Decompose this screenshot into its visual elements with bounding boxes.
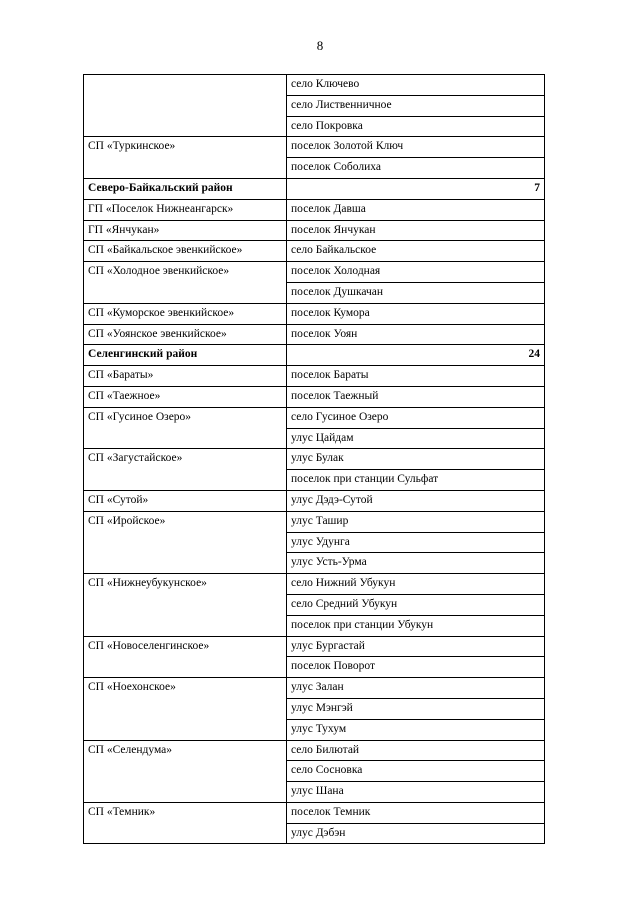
page-number: 8 bbox=[316, 38, 324, 53]
table-row bbox=[84, 199, 545, 220]
settlement-cell: поселок Уоян bbox=[287, 324, 545, 345]
settlement-cell: село Покровка bbox=[287, 116, 545, 137]
settlement-cell: поселок Темник bbox=[287, 802, 545, 823]
settlement-cell: поселок Холодная bbox=[287, 262, 545, 283]
municipality-cell: СП «Загустайское» bbox=[84, 449, 287, 491]
municipality-cell: СП «Уоянское эвенкийское» bbox=[84, 324, 287, 345]
settlement-cell: поселок Поворот bbox=[287, 657, 545, 678]
municipality-cell: СП «Нижнеубукунское» bbox=[84, 574, 287, 636]
municipality-cell: СП «Таежное» bbox=[84, 386, 287, 407]
settlement-cell: село Средний Убукун bbox=[287, 594, 545, 615]
settlement-cell: село Сосновка bbox=[287, 761, 545, 782]
table-row bbox=[84, 241, 545, 262]
table-row bbox=[84, 303, 545, 324]
settlement-cell: улус Ташир bbox=[287, 511, 545, 532]
settlement-cell: поселок при станции Убукун bbox=[287, 615, 545, 636]
table-row bbox=[84, 75, 545, 96]
settlement-cell: село Нижний Убукун bbox=[287, 574, 545, 595]
table-row bbox=[84, 366, 545, 387]
table-row bbox=[84, 511, 545, 532]
table-row bbox=[84, 407, 545, 428]
settlement-cell: улус Шана bbox=[287, 782, 545, 803]
settlement-cell: поселок Таежный bbox=[287, 386, 545, 407]
table-row bbox=[84, 740, 545, 761]
settlement-cell: поселок Золотой Ключ bbox=[287, 137, 545, 158]
table-row bbox=[84, 137, 545, 158]
settlement-cell: поселок Давша bbox=[287, 199, 545, 220]
municipality-cell: ГП «Поселок Нижнеангарск» bbox=[84, 199, 287, 220]
table-row bbox=[84, 386, 545, 407]
table-row bbox=[84, 490, 545, 511]
table-row bbox=[84, 802, 545, 823]
district-name-cell: Северо-Байкальский район bbox=[84, 178, 287, 199]
municipality-cell bbox=[84, 75, 287, 137]
municipality-cell: СП «Байкальское эвенкийское» bbox=[84, 241, 287, 262]
district-count-cell: 7 bbox=[287, 178, 545, 199]
municipality-cell: СП «Темник» bbox=[84, 802, 287, 844]
settlement-cell: село Гусиное Озеро bbox=[287, 407, 545, 428]
settlement-cell: улус Усть-Урма bbox=[287, 553, 545, 574]
settlement-cell: поселок Бараты bbox=[287, 366, 545, 387]
settlement-cell: поселок Янчукан bbox=[287, 220, 545, 241]
district-count-cell: 24 bbox=[287, 345, 545, 366]
municipality-cell: СП «Бараты» bbox=[84, 366, 287, 387]
settlement-cell: улус Дэбэн bbox=[287, 823, 545, 844]
municipality-cell: СП «Ноехонское» bbox=[84, 678, 287, 740]
municipality-cell: СП «Куморское эвенкийское» bbox=[84, 303, 287, 324]
settlement-cell: улус Цайдам bbox=[287, 428, 545, 449]
table-row bbox=[84, 636, 545, 657]
table-row bbox=[84, 262, 545, 283]
settlement-cell: улус Мэнгэй bbox=[287, 698, 545, 719]
settlement-cell: село Ключево bbox=[287, 75, 545, 96]
settlement-cell: село Байкальское bbox=[287, 241, 545, 262]
table-row bbox=[84, 574, 545, 595]
settlement-cell: село Билютай bbox=[287, 740, 545, 761]
municipality-cell: СП «Туркинское» bbox=[84, 137, 287, 179]
municipality-cell: СП «Холодное эвенкийское» bbox=[84, 262, 287, 304]
settlement-cell: поселок при станции Сульфат bbox=[287, 470, 545, 491]
table-row bbox=[84, 324, 545, 345]
settlement-cell: улус Тухум bbox=[287, 719, 545, 740]
district-row bbox=[84, 178, 545, 199]
settlement-cell: улус Дэдэ-Сутой bbox=[287, 490, 545, 511]
settlement-cell: улус Бургастай bbox=[287, 636, 545, 657]
municipality-cell: СП «Гусиное Озеро» bbox=[84, 407, 287, 449]
settlement-cell: поселок Соболиха bbox=[287, 158, 545, 179]
settlement-cell: улус Удунга bbox=[287, 532, 545, 553]
table-row bbox=[84, 220, 545, 241]
municipality-cell: СП «Селендума» bbox=[84, 740, 287, 802]
district-row bbox=[84, 345, 545, 366]
settlements-table-body bbox=[84, 75, 545, 844]
table-row bbox=[84, 449, 545, 470]
municipality-cell: СП «Новоселенгинское» bbox=[84, 636, 287, 678]
district-name-cell: Селенгинский район bbox=[84, 345, 287, 366]
municipality-cell: ГП «Янчукан» bbox=[84, 220, 287, 241]
settlement-cell: поселок Кумора bbox=[287, 303, 545, 324]
settlement-cell: улус Залан bbox=[287, 678, 545, 699]
settlement-cell: улус Булак bbox=[287, 449, 545, 470]
settlement-cell: село Лиственничное bbox=[287, 95, 545, 116]
settlement-cell: поселок Душкачан bbox=[287, 282, 545, 303]
table-row bbox=[84, 678, 545, 699]
municipality-cell: СП «Сутой» bbox=[84, 490, 287, 511]
municipality-cell: СП «Иройское» bbox=[84, 511, 287, 573]
settlements-table bbox=[83, 74, 545, 844]
